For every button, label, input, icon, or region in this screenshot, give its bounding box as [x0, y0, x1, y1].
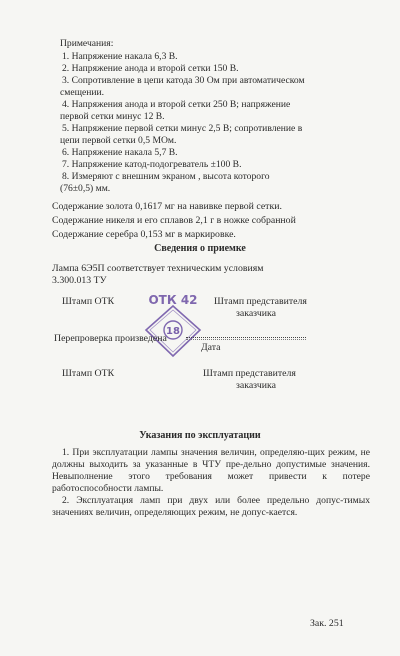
- recheck-label: Перепроверка произведена: [54, 333, 167, 344]
- acceptance-heading: Сведения о приемке: [154, 243, 246, 254]
- order-number: Зак. 251: [310, 618, 344, 629]
- note-item: 7. Напряжение катод-подогреватель ±100 В.: [62, 159, 242, 170]
- note-item: 2. Напряжение анода и второй сетки 150 В.: [62, 63, 239, 74]
- otk-stamp-label-2: Штамп ОТК: [62, 368, 115, 379]
- usage-paragraph-2: 2. Эксплуатация ламп при двух или более предельно допус-тимых значениях величин, определяющих режим, не допус-кается.: [52, 495, 370, 518]
- stamp-label: ОТК 42: [148, 293, 198, 307]
- note-item: 5. Напряжение первой сетки минус 2,5 В; сопротивление в цепи первой сетки 0,5 МОм.: [60, 123, 303, 146]
- customer-stamp-label-1b: заказчика: [236, 308, 276, 319]
- acceptance-text-line1: Лампа 6Э5П соответствует техническим условиям: [52, 263, 264, 274]
- customer-stamp-label-2b: заказчика: [236, 380, 276, 391]
- stamp-number: 18: [166, 326, 180, 337]
- acceptance-text-line2: 3.300.013 ТУ: [52, 275, 107, 286]
- customer-stamp-label-2: Штамп представителя: [203, 368, 296, 379]
- note-item: 6. Напряжение накала 5,7 В.: [62, 147, 178, 158]
- date-line-secondary: [186, 339, 306, 340]
- silver-content: Содержание серебра 0,153 мг в маркировке.: [52, 229, 236, 240]
- nickel-content: Содержание никеля и его сплавов 2,1 г в ножке собранной: [52, 215, 296, 226]
- note-item: 1. Напряжение накала 6,3 В.: [62, 51, 178, 62]
- note-item: 4. Напряжения анода и второй сетки 250 В; напряжение первой сетки минус 12 В.: [60, 99, 291, 122]
- date-line: [186, 337, 306, 338]
- otk-stamp-label-1: Штамп ОТК: [62, 296, 115, 307]
- usage-paragraph-1: 1. При эксплуатации лампы значения величин, определяю-щих режим, не должны выходить за указанные в ЧТУ пре-дельно допустимые значения. Невыполнение этого требования может привести к потере работоспособности лампы.: [52, 447, 370, 494]
- notes-heading: Примечания:: [60, 38, 114, 49]
- note-item: 3. Сопротивление в цепи катода 30 Ом при автоматическом смещении.: [60, 75, 305, 98]
- gold-content: Содержание золота 0,1617 мг на навивке первой сетки.: [52, 201, 282, 212]
- date-label: Дата: [201, 342, 221, 353]
- note-item: 8. Измеряют с внешним экраном , высота которого (76±0,5) мм.: [60, 171, 270, 194]
- usage-heading: Указания по эксплуатации: [139, 430, 261, 441]
- customer-stamp-label-1: Штамп представителя: [214, 296, 307, 307]
